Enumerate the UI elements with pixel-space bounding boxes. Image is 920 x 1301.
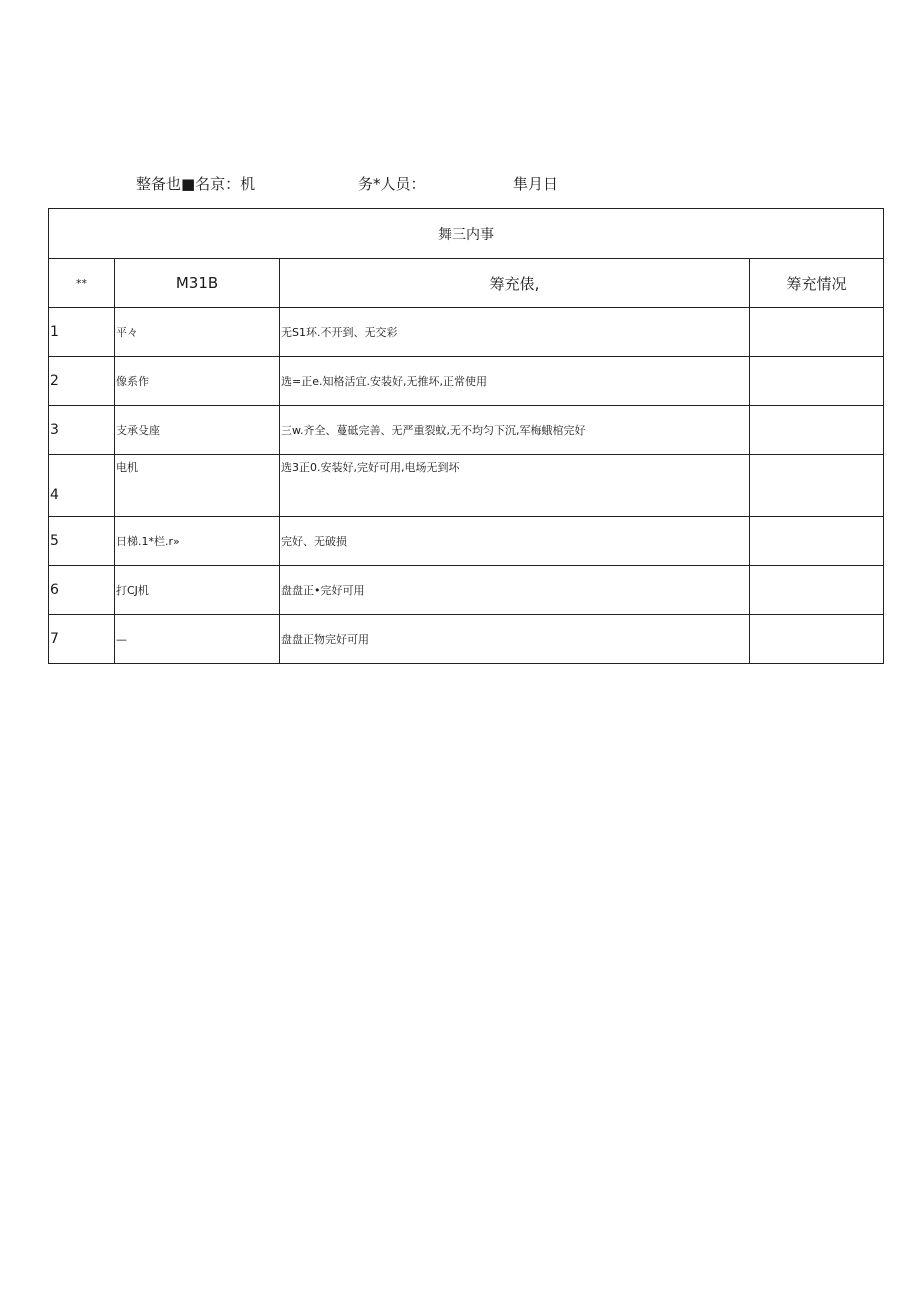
- row-result-cell[interactable]: [750, 566, 884, 615]
- row-result-cell[interactable]: [750, 615, 884, 664]
- device-name-label: 整备也■名京：机: [136, 175, 256, 193]
- row-item: —: [115, 615, 280, 664]
- table-title: 舞三内事: [49, 209, 884, 259]
- inspector-label: 务*人员：: [358, 175, 426, 193]
- inspection-table: [48, 208, 884, 664]
- row-number: 3: [49, 406, 115, 455]
- table-row: [49, 357, 884, 406]
- row-standard: 完好、无破损: [280, 517, 750, 566]
- date-label: 隼月日: [513, 175, 559, 193]
- column-header-standard: 筹充俵,: [280, 259, 750, 308]
- row-number: 1: [49, 308, 115, 357]
- row-number: 6: [49, 566, 115, 615]
- form-header: [0, 173, 920, 195]
- row-standard: 选3正0.安装好,完好可用,电场无到坏: [280, 455, 750, 517]
- row-standard: 无S1环.不开到、无交彩: [280, 308, 750, 357]
- row-item: 电机: [115, 455, 280, 517]
- table-row: [49, 615, 884, 664]
- row-number: 7: [49, 615, 115, 664]
- row-standard: 盘盘正•完好可用: [280, 566, 750, 615]
- row-number: 2: [49, 357, 115, 406]
- table-row: [49, 455, 884, 517]
- table-row: [49, 406, 884, 455]
- table-row: [49, 517, 884, 566]
- row-standard: 盘盘正物完好可用: [280, 615, 750, 664]
- row-result-cell[interactable]: [750, 455, 884, 517]
- row-standard: 三w.齐全、蔓砥完善、无严重裂蚊,无不均匀下沉,军梅蛾棺完好: [280, 406, 750, 455]
- row-item: 平々: [115, 308, 280, 357]
- row-result-cell[interactable]: [750, 406, 884, 455]
- row-result-cell[interactable]: [750, 308, 884, 357]
- row-number: 4: [49, 455, 115, 517]
- row-result-cell[interactable]: [750, 517, 884, 566]
- column-header-item: M31B: [115, 259, 280, 308]
- row-item: 日梯.1*栏.r»: [115, 517, 280, 566]
- column-header-no: **: [49, 259, 115, 308]
- row-item: 像系作: [115, 357, 280, 406]
- row-item: 打CJ机: [115, 566, 280, 615]
- table-row: [49, 566, 884, 615]
- row-result-cell[interactable]: [750, 357, 884, 406]
- row-item: 支承殳座: [115, 406, 280, 455]
- row-number: 5: [49, 517, 115, 566]
- row-standard: 选=正e.知格活宜.安装好,无推坏,正常使用: [280, 357, 750, 406]
- column-header-result: 筹充情况: [750, 259, 884, 308]
- table-row: [49, 308, 884, 357]
